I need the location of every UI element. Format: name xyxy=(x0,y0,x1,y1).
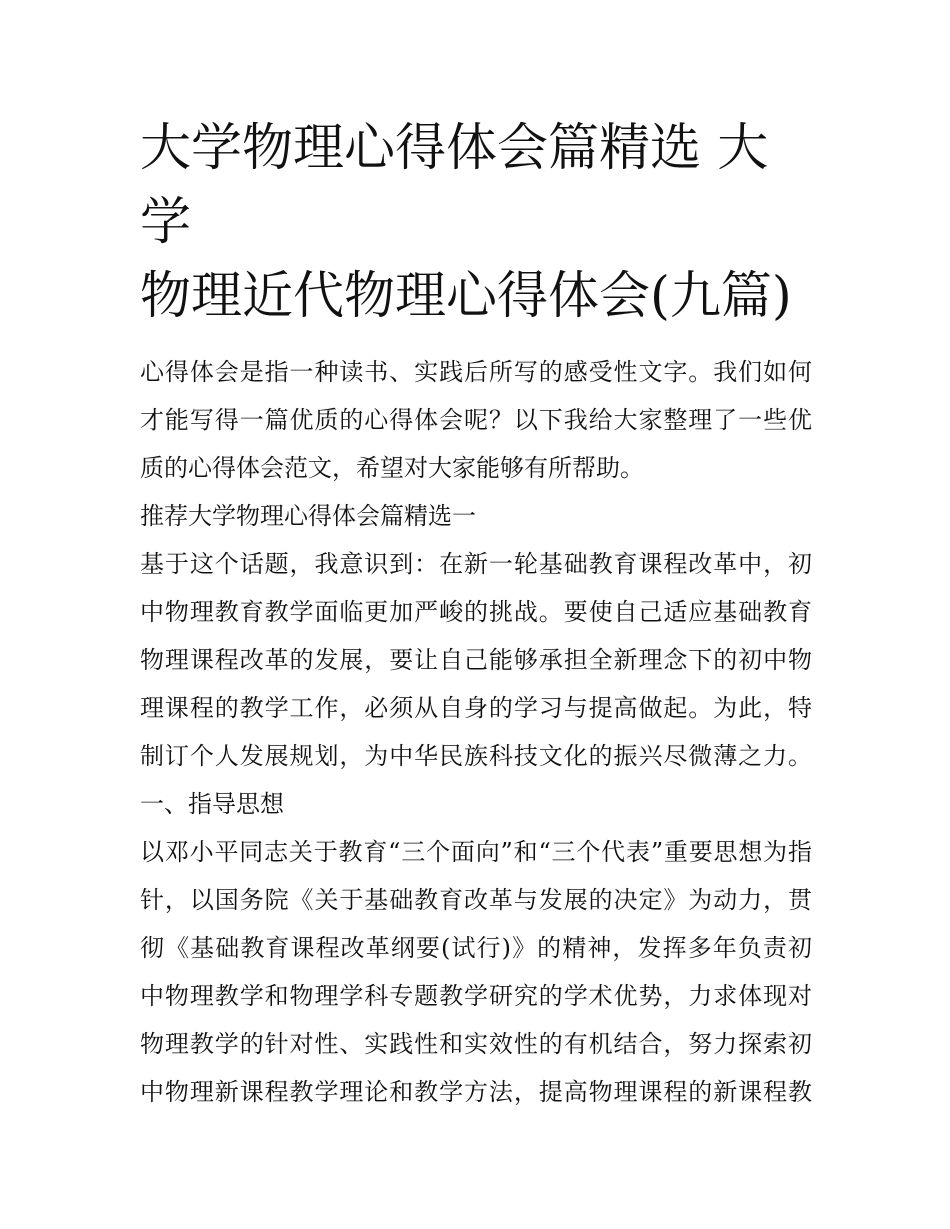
title-line: 物理近代物理心得体会(九篇) xyxy=(140,267,792,326)
body-line: 一、指导思想 xyxy=(140,790,284,818)
body-line: 质的心得体会范文，希望对大家能够有所帮助。 xyxy=(140,454,644,482)
title-line: 大学物理心得体会篇精选 大学 xyxy=(140,119,769,252)
body-line: 推荐大学物理心得体会篇精选一 xyxy=(140,502,476,530)
body-line: 针，以国务院《关于基础教育改革与发展的决定》为动力，贯 xyxy=(140,886,812,914)
body-line: 以邓小平同志关于教育“三个面向”和“三个代表”重要思想为指 xyxy=(140,838,812,866)
body-line: 才能写得一篇优质的心得体会呢？以下我给大家整理了一些优 xyxy=(140,406,812,434)
body-line: 彻《基础教育课程改革纲要(试行)》的精神，发挥多年负责初 xyxy=(140,934,812,962)
body-line: 心得体会是指一种读书、实践后所写的感受性文字。我们如何 xyxy=(140,358,812,386)
body-line: 中物理新课程教学理论和教学方法，提高物理课程的新课程教 xyxy=(140,1078,812,1106)
document-page xyxy=(140,112,812,1116)
body-line: 中物理教育教学面临更加严峻的挑战。要使自己适应基础教育 xyxy=(140,598,812,626)
body-line: 基于这个话题，我意识到：在新一轮基础教育课程改革中，初 xyxy=(140,550,812,578)
document-body xyxy=(140,348,812,1116)
body-line: 理课程的教学工作，必须从自身的学习与提高做起。为此，特 xyxy=(140,694,812,722)
body-line: 物理课程改革的发展，要让自己能够承担全新理念下的初中物 xyxy=(140,646,812,674)
document-title xyxy=(140,112,812,334)
body-line: 制订个人发展规划，为中华民族科技文化的振兴尽微薄之力。 xyxy=(140,742,812,770)
body-line: 中物理教学和物理学科专题教学研究的学术优势，力求体现对 xyxy=(140,982,812,1010)
body-line: 物理教学的针对性、实践性和实效性的有机结合，努力探索初 xyxy=(140,1030,812,1058)
